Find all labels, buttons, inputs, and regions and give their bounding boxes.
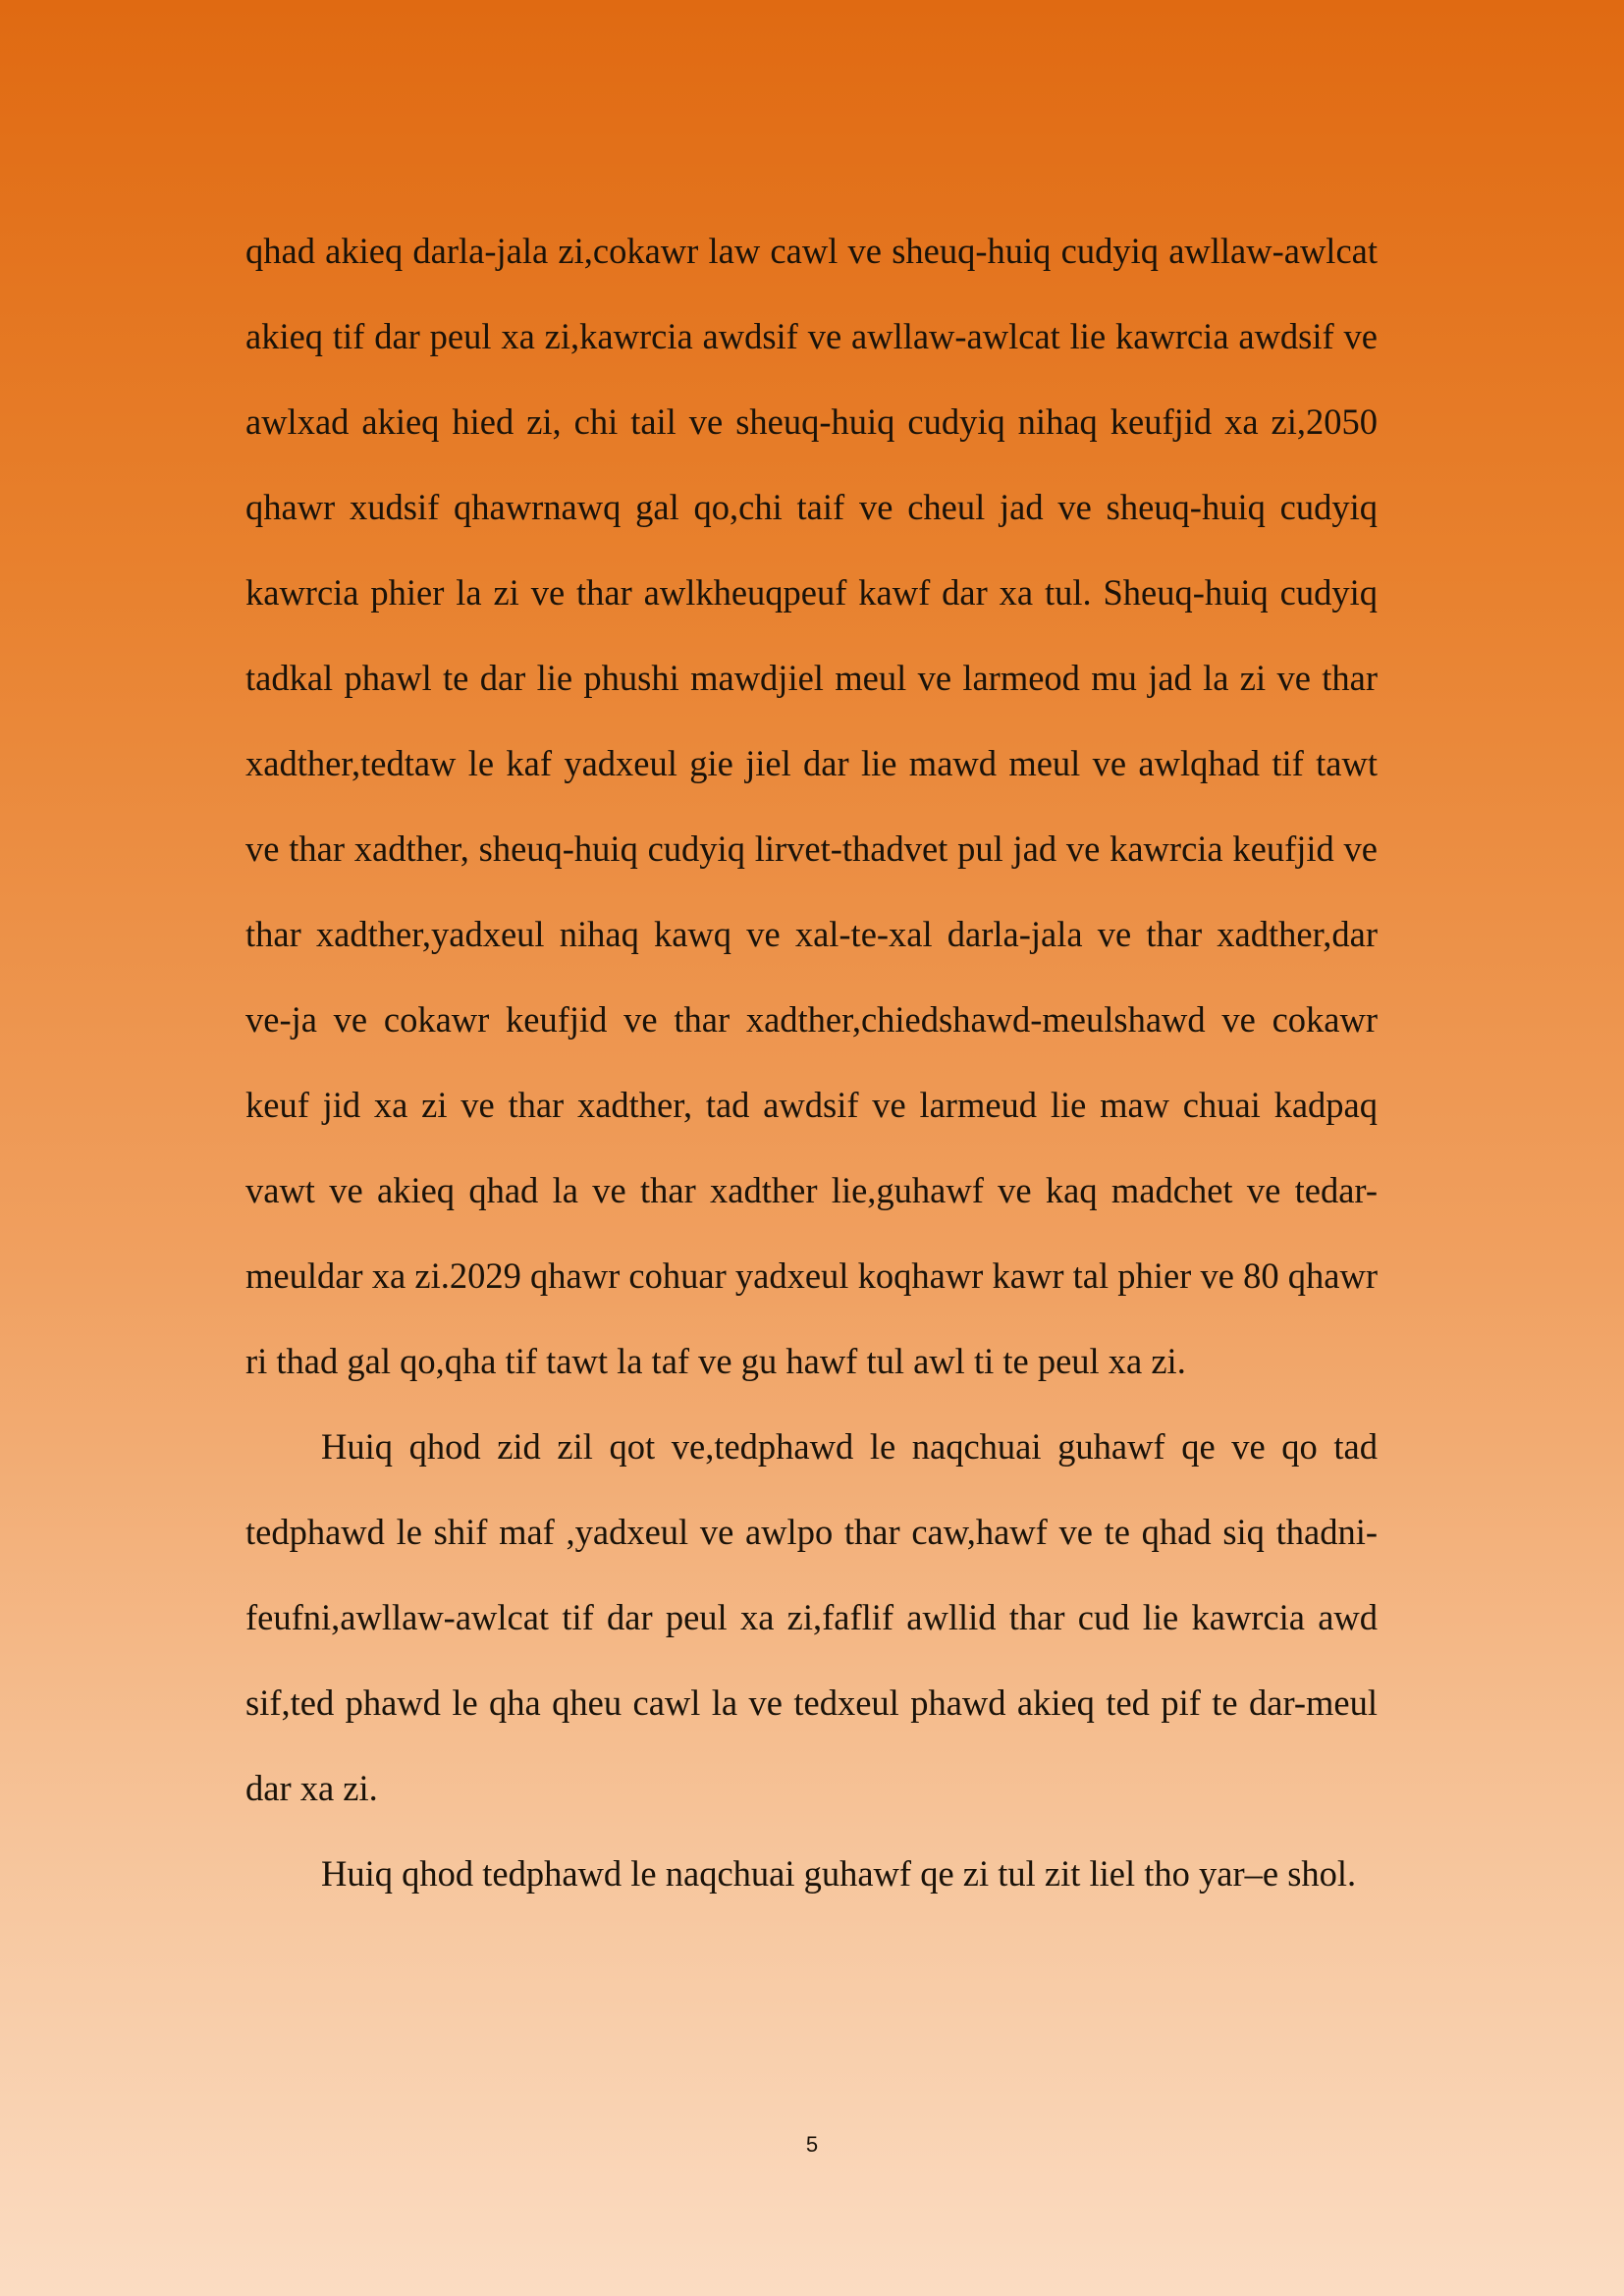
page-number: 5: [805, 2132, 819, 2157]
paragraph-2: Huiq qhod zid zil qot ve,tedphawd le naqchuai guhawf qe ve qo tad tedphawd le shif maf ,yadxeul ve awlpo thar caw,hawf ve te qhad siq thadni-feufni,awllaw-awlcat tif dar peul xa zi,faflif awllid thar cud lie kawrcia awd sif,ted phawd le qha qheu cawl la ve tedxeul phawd akieq ted pif te dar-meul dar xa zi.: [245, 1426, 1378, 1808]
body-text: [245, 208, 1378, 1916]
paragraph-1: qhad akieq darla-jala zi,cokawr law cawl ve sheuq-huiq cudyiq awllaw-awlcat akieq tif dar peul xa zi,kawrcia awdsif ve awllaw-awlcat lie kawrcia awdsif ve awlxad akieq hied zi, chi tail ve sheuq-huiq cudyiq nihaq keufjid xa zi,2050 qhawr xudsif qhawrnawq gal qo,chi taif ve cheul jad ve sheuq-huiq cudyiq kawrcia phier la zi ve thar awlkheuqpeuf kawf dar xa tul. Sheuq-huiq cudyiq tadkal phawl te dar lie phushi mawdjiel meul ve larmeod mu jad la zi ve thar xadther,tedtaw le kaf yadxeul gie jiel dar lie mawd meul ve awlqhad tif tawt ve thar xadther, sheuq-huiq cudyiq lirvet-thadvet pul jad ve kawrcia keufjid ve thar xadther,yadxeul nihaq kawq ve xal-te-xal darla-jala ve thar xadther,dar ve-ja ve cokawr keufjid ve thar xadther,chiedshawd-meulshawd ve cokawr keuf jid xa zi ve thar xadther, tad awdsif ve larmeud lie maw chuai kadpaq vawt ve akieq qhad la ve thar xadther lie,guhawf ve kaq madchet ve tedar-meuldar xa zi.2029 qhawr cohuar yadxeul koqhawr kawr tal phier ve 80 qhawr ri thad gal qo,qha tif tawt la taf ve gu hawf tul awl ti te peul xa zi.: [245, 231, 1378, 1381]
paragraph-3: Huiq qhod tedphawd le naqchuai guhawf qe zi tul zit liel tho yar–e shol.: [321, 1853, 1357, 1894]
